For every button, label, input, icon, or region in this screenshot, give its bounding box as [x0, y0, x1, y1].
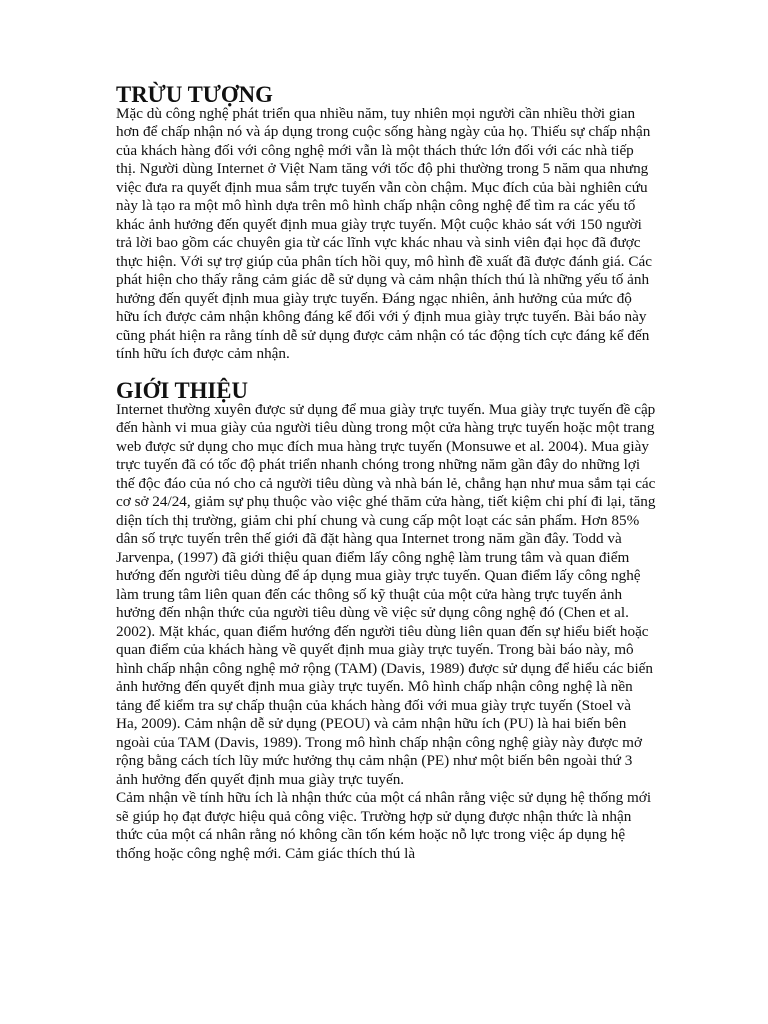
introduction-paragraph-1: Internet thường xuyên được sử dụng để mua giày trực tuyến. Mua giày trực tuyến đề cập đến hành vi mua giày của người tiêu dùng trong một cửa hàng trực tuyến hoặc một trang web được sử dụng cho mục đích mua hàng trực tuyến (Monsuwe et al. 2004). Mua giày trực tuyến đã có tốc độ phát triển nhanh chóng trong những năm gần đây do những lợi thế độc đáo của nó cho cả người tiêu dùng và nhà bán lẻ, chẳng hạn như mua sắm tại các cơ sở 24/24, giảm sự phụ thuộc vào việc ghé thăm cửa hàng, tiết kiệm chi phí đi lại, tăng diện tích thị trường, giảm chi phí chung và cung cấp một loạt các sản phẩm. Hơn 85% dân số trực tuyến trên thế giới đã đặt hàng qua Internet trong năm gần đây. Todd và Jarvenpa, (1997) đã giới thiệu quan điểm lấy công nghệ làm trung tâm và quan điểm hướng đến người tiêu dùng để áp dụng mua giày trực tuyến. Quan điểm lấy công nghệ làm trung tâm liên quan đến các thông số kỹ thuật của một cửa hàng trực tuyến ảnh hưởng đến nhận thức của người tiêu dùng về việc sử dụng công nghệ đó (Chen et al. 2002). Mặt khác, quan điểm hướng đến người tiêu dùng liên quan đến sự hiểu biết hoặc quan điểm của khách hàng về quyết định mua giày trực tuyến. Trong bài báo này, mô hình chấp nhận công nghệ mở rộng (TAM) (Davis, 1989) được sử dụng để hiểu các biến ảnh hưởng đến quyết định mua giày trực tuyến. Mô hình chấp nhận công nghệ là nền tảng để kiểm tra sự chấp thuận của khách hàng đối với mua giày trực tuyến (Stoel và Ha, 2009). Cảm nhận dễ sử dụng (PEOU) và cảm nhận hữu ích (PU) là hai biến bên ngoài của TAM (Davis, 1989). Trong mô hình chấp nhận công nghệ giày này được mở rộng bằng cách tích lũy mức hưởng thụ cảm nhận (PE) như một biến bên ngoài thứ 3 ảnh hưởng đến quyết định mua giày trực tuyến. [116, 400, 656, 788]
document-page [116, 82, 656, 863]
introduction-paragraph-2: Cảm nhận về tính hữu ích là nhận thức của một cá nhân rằng việc sử dụng hệ thống mới sẽ giúp họ đạt được hiệu quả công việc. Trường hợp sử dụng được nhận thức là nhận thức của một cá nhân rằng nó không cần tốn kém hoặc nỗ lực trong việc áp dụng hệ thống hoặc công nghệ mới. Cảm giác thích thú là [116, 789, 652, 862]
introduction-heading: GIỚI THIỆU [116, 378, 248, 403]
abstract-paragraph: Mặc dù công nghệ phát triển qua nhiều năm, tuy nhiên mọi người cần nhiều thời gian hơn để chấp nhận nó và áp dụng trong cuộc sống hàng ngày của họ. Thiếu sự chấp nhận của khách hàng đối với công nghệ mới vẫn là một thách thức lớn đối với các nhà tiếp thị. Người dùng Internet ở Việt Nam tăng với tốc độ phi thường trong 5 năm qua nhưng việc đưa ra quyết định mua sắm trực tuyến vẫn còn chậm. Mục đích của bài nghiên cứu này là tạo ra một mô hình dựa trên mô hình chấp nhận công nghệ để tìm ra các yếu tố khác ảnh hưởng đến quyết định mua giày trực tuyến. Một cuộc khảo sát với 150 người trả lời bao gồm các chuyên gia từ các lĩnh vực khác nhau và sinh viên đại học đã được thực hiện. Với sự trợ giúp của phân tích hồi quy, mô hình đề xuất đã được đánh giá. Các phát hiện cho thấy rằng cảm giác dễ sử dụng và cảm nhận thích thú là những yếu tố ảnh hưởng đến quyết định mua giày trực tuyến. Đáng ngạc nhiên, ảnh hưởng của mức độ hữu ích được cảm nhận không đáng kể đối với ý định mua giày trực tuyến. Bài báo này cũng phát hiện ra rằng tính dễ sử dụng được cảm nhận có tác động tích cực đáng kể đến tính hữu ích được cảm nhận. [116, 104, 652, 362]
abstract-heading: TRỪU TƯỢNG [116, 82, 273, 107]
